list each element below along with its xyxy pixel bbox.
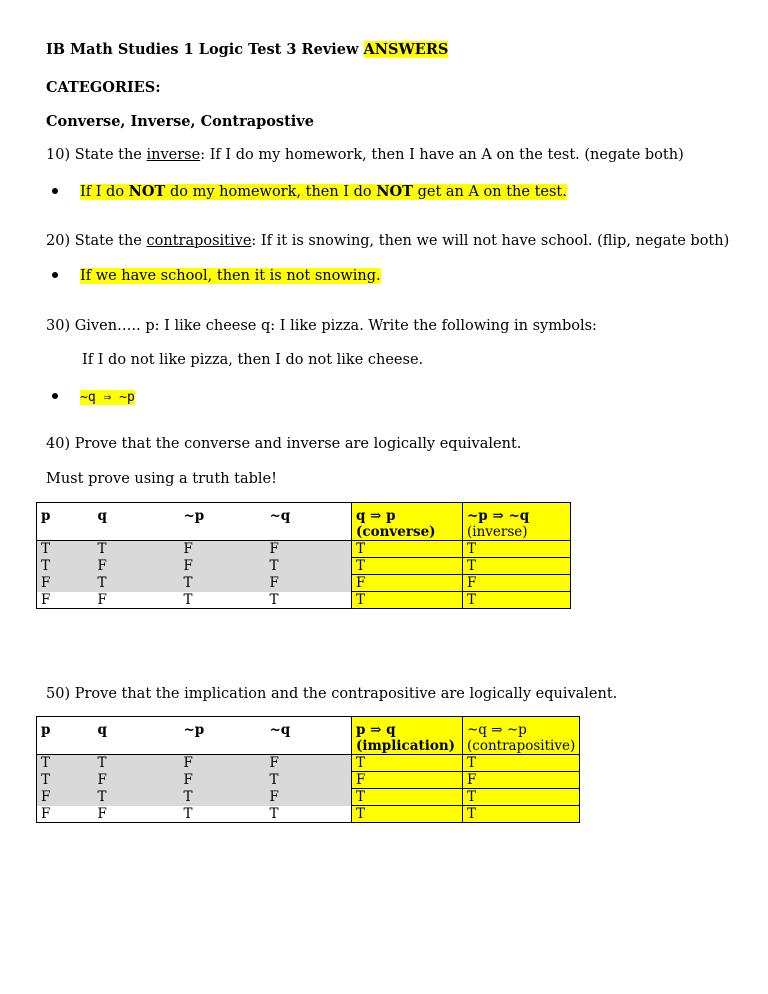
- document-title: [46, 40, 448, 60]
- tbl40-cell: F: [180, 541, 266, 558]
- tbl50-cell: F: [94, 772, 180, 789]
- truth-table-implication-contrapositive: [36, 716, 580, 823]
- tbl50-cell: F: [463, 772, 580, 789]
- tbl40-header-2: ~p: [180, 503, 266, 541]
- tbl40-cell: T: [463, 558, 571, 575]
- tbl40-cell: T: [180, 575, 266, 592]
- tbl40-cell: T: [352, 541, 463, 558]
- bullet-icon: [52, 393, 58, 399]
- tbl40-cell: T: [37, 541, 94, 558]
- question-30: 30) Given….. p: I like cheese q: I like pizza. Write the following in symbols:: [46, 318, 597, 334]
- tbl50-cell: T: [463, 789, 580, 806]
- tbl50-cell: T: [37, 772, 94, 789]
- tbl50-cell: T: [94, 755, 180, 772]
- tbl40-cell: T: [463, 592, 571, 609]
- tbl40-cell: T: [463, 541, 571, 558]
- title-text: IB Math Studies 1 Logic Test 3 Review: [46, 41, 359, 58]
- tbl50-cell: F: [94, 806, 180, 823]
- tbl50-header-0: p: [37, 717, 94, 755]
- tbl40-header-3: ~q: [266, 503, 352, 541]
- tbl50-header-4: p ⇒ q (implication): [352, 717, 463, 755]
- tbl40-cell: T: [266, 558, 352, 575]
- table-row: [37, 789, 580, 806]
- bullet-icon: [52, 188, 58, 194]
- tbl50-cell: T: [352, 789, 463, 806]
- tbl50-cell: F: [37, 806, 94, 823]
- bullet-icon: [52, 272, 58, 278]
- tbl40-cell: T: [352, 592, 463, 609]
- tbl40-cell: T: [94, 575, 180, 592]
- term-contrapositive: contrapositive: [146, 233, 252, 249]
- tbl50-header-2: ~p: [180, 717, 266, 755]
- tbl50-header-5: ~q ⇒ ~p (contrapositive): [463, 717, 580, 755]
- question-30-statement: If I do not like pizza, then I do not like cheese.: [82, 352, 424, 368]
- tbl50-cell: T: [266, 806, 352, 823]
- truth-table-converse-inverse: [36, 502, 571, 609]
- tbl40-cell: F: [463, 575, 571, 592]
- table-row: [37, 541, 571, 558]
- question-50: 50) Prove that the implication and the contrapositive are logically equivalent.: [46, 686, 618, 702]
- tbl40-cell: F: [180, 558, 266, 575]
- tbl50-cell: T: [463, 755, 580, 772]
- tbl50-header-3: ~q: [266, 717, 352, 755]
- tbl50-cell: T: [352, 806, 463, 823]
- tbl50-cell: F: [266, 789, 352, 806]
- section-heading: Converse, Inverse, Contrapostive: [46, 113, 314, 130]
- tbl40-header-0: p: [37, 503, 94, 541]
- tbl40-cell: F: [266, 541, 352, 558]
- tbl40-cell: F: [37, 592, 94, 609]
- tbl50-cell: F: [37, 789, 94, 806]
- tbl50-cell: T: [352, 755, 463, 772]
- title-highlight: ANSWERS: [363, 41, 449, 58]
- table-row: [37, 806, 580, 823]
- answer-30: ~q ⇒ ~p: [52, 387, 135, 408]
- question-40: 40) Prove that the converse and inverse are logically equivalent.: [46, 436, 522, 452]
- tbl40-cell: T: [266, 592, 352, 609]
- tbl50-cell: T: [94, 789, 180, 806]
- tbl40-cell: T: [352, 558, 463, 575]
- tbl50-cell: T: [180, 789, 266, 806]
- tbl40-cell: T: [94, 541, 180, 558]
- tbl50-header-1: q: [94, 717, 180, 755]
- tbl50-cell: F: [180, 772, 266, 789]
- answer-20: If we have school, then it is not snowing.: [52, 266, 381, 286]
- tbl50-cell: T: [266, 772, 352, 789]
- table-row: [37, 755, 580, 772]
- term-inverse: inverse: [146, 147, 201, 163]
- table-row: [37, 772, 580, 789]
- categories-label: CATEGORIES:: [46, 79, 161, 96]
- tbl40-header-4: q ⇒ p (converse): [352, 503, 463, 541]
- tbl40-cell: F: [266, 575, 352, 592]
- table-row: [37, 575, 571, 592]
- tbl40-cell: T: [180, 592, 266, 609]
- tbl50-cell: F: [180, 755, 266, 772]
- tbl40-cell: T: [37, 558, 94, 575]
- tbl40-header-5: ~p ⇒ ~q (inverse): [463, 503, 571, 541]
- tbl50-cell: T: [463, 806, 580, 823]
- tbl40-cell: F: [352, 575, 463, 592]
- tbl40-cell: F: [94, 558, 180, 575]
- tbl40-cell: F: [94, 592, 180, 609]
- question-40-note: Must prove using a truth table!: [46, 471, 277, 487]
- answer-10: If I do NOT do my homework, then I do NOT get an A on the test.: [52, 182, 567, 202]
- question-10: 10) State the inverse: If I do my homework, then I have an A on the test. (negate both): [46, 147, 684, 163]
- tbl50-cell: T: [180, 806, 266, 823]
- tbl40-header-1: q: [94, 503, 180, 541]
- table-row: [37, 558, 571, 575]
- tbl50-cell: F: [352, 772, 463, 789]
- tbl50-cell: T: [37, 755, 94, 772]
- question-20: 20) State the contrapositive: If it is snowing, then we will not have school. (flip, negate both): [46, 233, 730, 249]
- tbl40-cell: F: [37, 575, 94, 592]
- tbl50-cell: F: [266, 755, 352, 772]
- table-row: [37, 592, 571, 609]
